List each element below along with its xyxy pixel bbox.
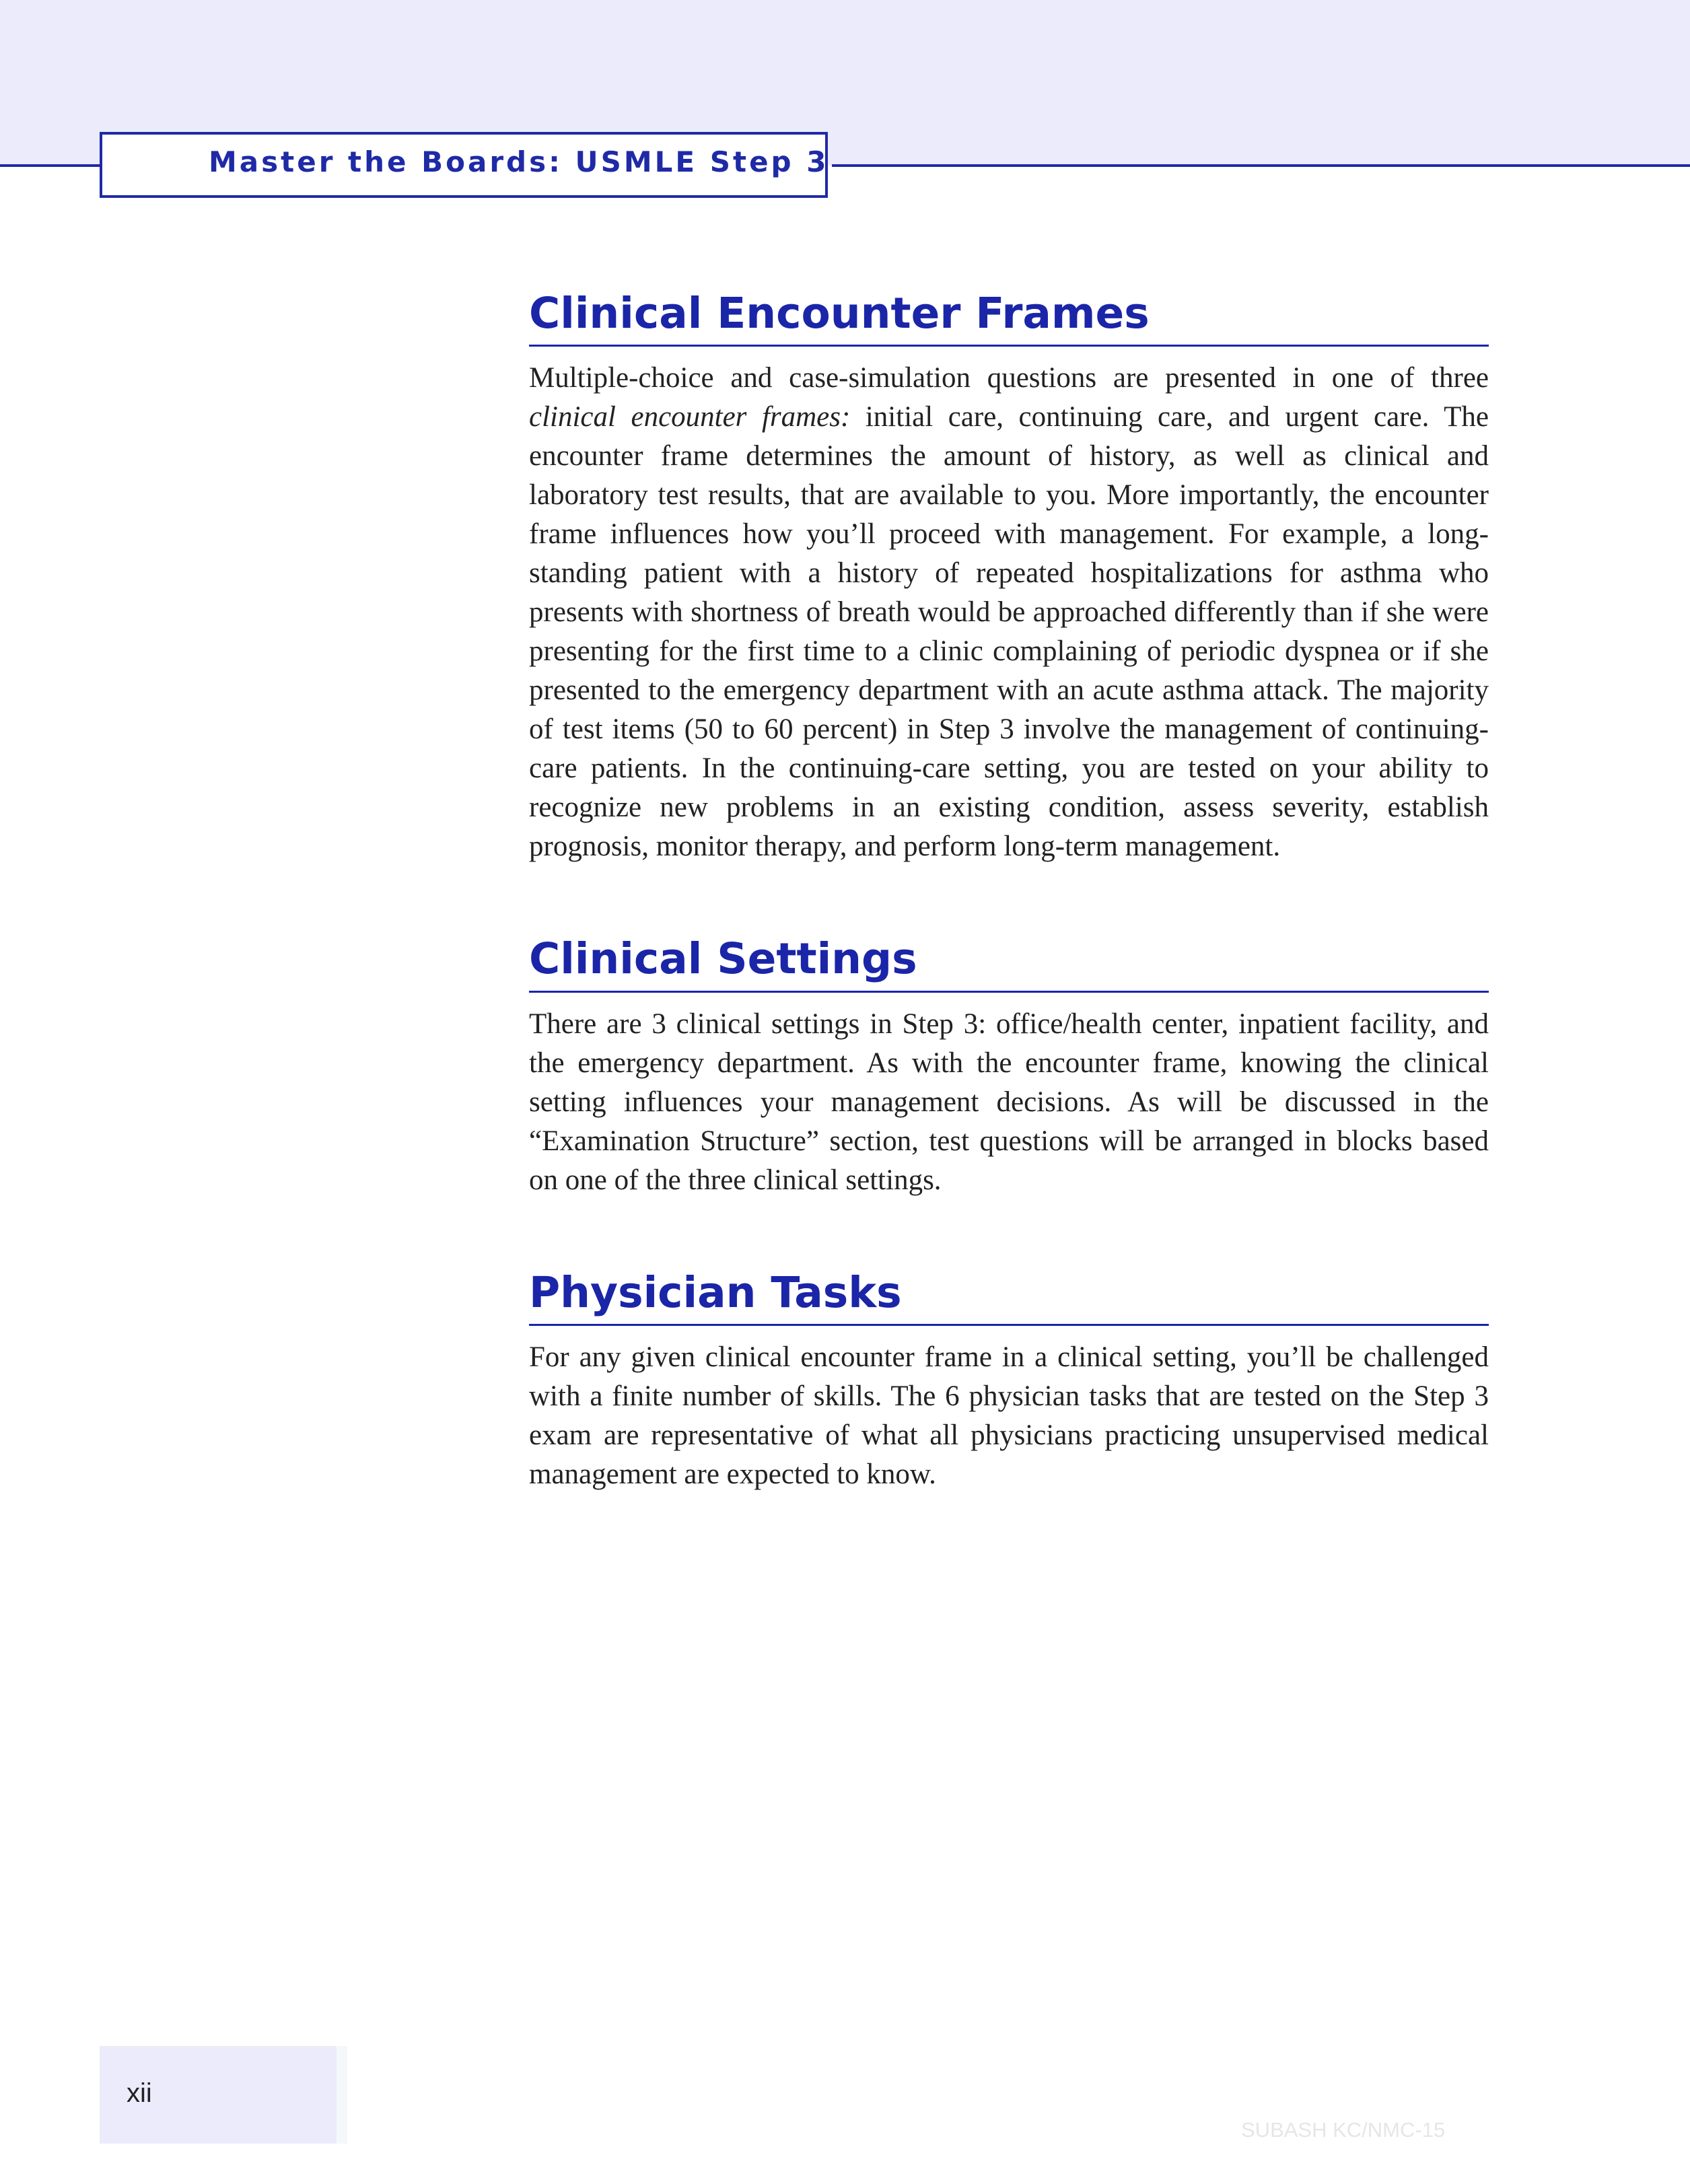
watermark-text: SUBASH KC/NMC-15 xyxy=(1241,2118,1446,2142)
body-rest-text: initial care, continuing care, and urgent care. The encounter frame determines the amount of history, as well as clinical and laboratory test results, that are available to you. More importantly, the encounter frame influences how you’ll proceed with management. For example, a long-standing patient with a history of repeated hospitalizations for asthma who presents with shortness of breath would be approached differently than if she were presenting for the first time to a clinic complaining of periodic dyspnea or if she presented to the emergency department with an acute asthma attack. The majority of test items (50 to 60 percent) in Step 3 involve the management of continuing-care patients. In the continuing-care setting, you are tested on your ability to recognize new problems in an existing condition, assess severity, establish prognosis, monitor therapy, and perform long-term management. xyxy=(529,401,1489,863)
section-body xyxy=(529,359,1489,866)
body-intro-text: Multiple-choice and case-simulation questions are presented in one of three xyxy=(529,362,1489,394)
main-content xyxy=(529,289,1489,1494)
header-rule-right xyxy=(832,164,1690,167)
page-number: xii xyxy=(127,2078,152,2108)
section-heading: Clinical Encounter Frames xyxy=(529,289,1489,347)
section-clinical-settings xyxy=(529,935,1489,1199)
running-header-title: Master the Boards: USMLE Step 3 xyxy=(209,145,829,178)
section-physician-tasks xyxy=(529,1269,1489,1494)
page-number-tab xyxy=(100,2046,337,2144)
section-heading: Physician Tasks xyxy=(529,1269,1489,1326)
section-body: For any given clinical encounter frame in a clinical setting, you’ll be challenged with a finite number of skills. The 6 physician tasks that are tested on the Step 3 exam are representative of what all physicians practicing unsupervised medical management are expected to know. xyxy=(529,1341,1489,1491)
body-italic-term: clinical encounter frames: xyxy=(529,401,851,433)
header-rule-left xyxy=(0,164,101,167)
section-clinical-encounter-frames xyxy=(529,289,1489,866)
running-header-box xyxy=(100,132,828,198)
section-body: There are 3 clinical settings in Step 3: office/health center, inpatient facility, and the emergency department. As with the encounter frame, knowing the clinical setting influences your management decisions. As will be discussed in the “Examination Structure” section, test questions will be arranged in blocks based on one of the three clinical settings. xyxy=(529,1008,1489,1196)
section-heading: Clinical Settings xyxy=(529,935,1489,992)
